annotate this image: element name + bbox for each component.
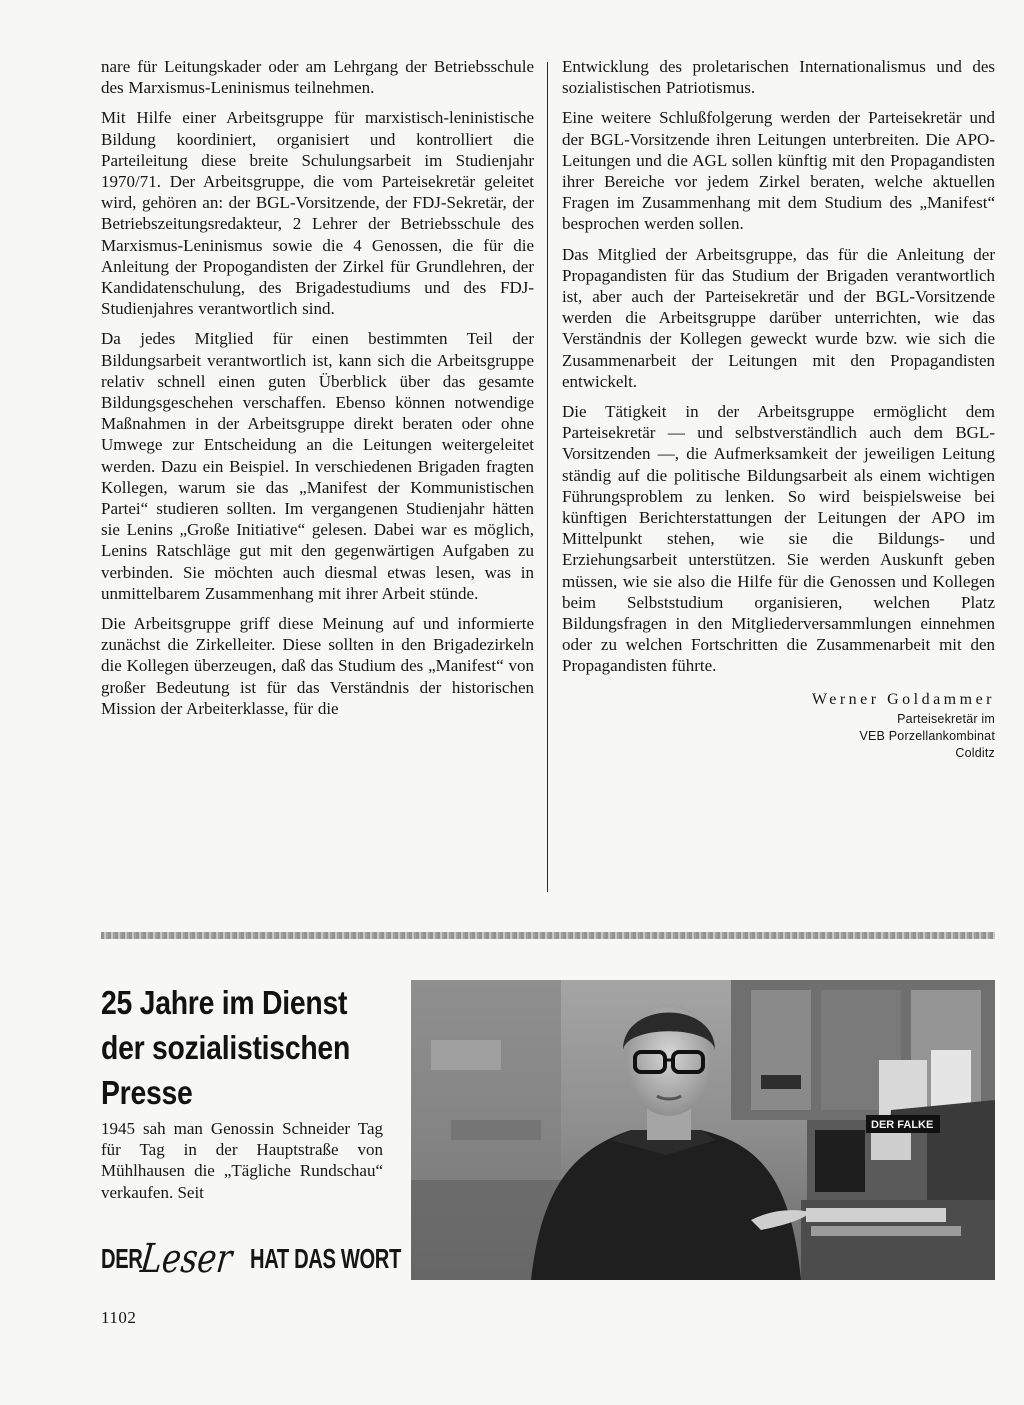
feature-intro: 1945 sah man Genossin Schneider Tag für Tag in der Hauptstraße von Mühlhausen die „Tägliche Rundschau“ verkaufen. Seit: [101, 1119, 383, 1202]
logo-word-hat-das-wort: HAT DAS WORT: [250, 1243, 402, 1274]
article-paragraph: Mit Hilfe einer Arbeitsgruppe für marxistisch-leninistische Bildung koordiniert, organisiert und kontrolliert die Parteileitung diese breite Schulungsarbeit im Studienjahr 1970/71. Der Arbeitsgruppe, die vom Parteisekretär geleitet wird, gehören an: der BGL-Vorsitzende, der FDJ-Sekretär, der Betriebszeitungsredakteur, 2 Lehrer der Betriebsschule des Marxismus-Leninismus sowie die 4 Genossen, die für die Anleitung der Propogandisten der Zirkel für Grundlehren, der Kandidatenschulung, des Brigadestudiums und des FDJ-Studienjahres verantwortlich sind.: [101, 108, 534, 319]
article-paragraph: Entwicklung des proletarischen Internationalismus und des sozialistischen Patriotismus.: [562, 57, 995, 98]
logo-word-der: DER: [101, 1243, 143, 1274]
article-paragraph: Die Tätigkeit in der Arbeitsgruppe ermöglicht dem Parteisekretär — und selbstverständlich auch dem BGL-Vorsitzenden —, die Aufmerksamkeit der jeweiligen Leitung ständig auf die politische Bildungsarbeit als einem wichtigen Führungsproblem zu lenken. So wird beispielsweise bei künftigen Berichterstattungen der Leitungen der APO im Mittelpunkt stehen, wie sie die Bildungs- und Erziehungsarbeit unterstützen. Sie werden Auskunft geben müssen, wie sie also die Hilfe für die Genossen und Kollegen beim Selbststudium organisieren, welchen Platz Bildungsfragen in den Mitgliederversammlungen einnehmen oder zu welchen Fortschritten die Zusammenarbeit mit den Propagandisten führte.: [562, 402, 995, 676]
page-number: 1102: [101, 1308, 137, 1327]
author-signature: [562, 689, 995, 762]
column-logo: [101, 1233, 402, 1285]
magazine-title: DER FALKE: [871, 1119, 934, 1131]
author-city: Colditz: [955, 745, 995, 760]
author-company: VEB Porzellankombinat: [859, 728, 995, 743]
article-paragraph: nare für Leitungskader oder am Lehrgang der Betriebsschule des Marxismus-Leninismus teilnehmen.: [101, 57, 534, 98]
article-paragraph: Da jedes Mitglied für einen bestimmten Teil der Bildungsarbeit verantwortlich ist, kann sich die Arbeitsgruppe relativ schnell einen guten Überblick über das gesamte Bildungsgeschehen verschaffen. Ebenso können notwendige Maßnahmen in der Arbeitsgruppe direkt beraten oder ohne Umwege zur Entscheidung an die Leitungen weitergeleitet werden. Dazu ein Beispiel. In verschiedenen Brigaden fragten Kollegen, warum sie das „Manifest der Kommunistischen Partei“ studieren sollten. Im vergangenen Studienjahr hätten sie Lenins „Große Initiative“ gelesen. Dabei war es möglich, Lenins Ratschläge gut mit den gegenwärtigen Aufgaben zu verbinden. Sie möchten auch diesmal etwas lesen, was in unmittelbarem Zusammenhang mit ihrer Arbeit stünde.: [101, 329, 534, 603]
article-paragraph: Das Mitglied der Arbeitsgruppe, das für die Anleitung der Propagandisten für das Studium der Brigaden verantwortlich ist, aber auch der Parteisekretär und der BGL-Vorsitzende werden die Arbeitsgruppe darüber unterrichten, wie das Verständnis der Kollegen geweckt wurde bzw. wie sich die Zusammenarbeit der Leitungen mit den Propagandisten entwickelt.: [562, 244, 995, 391]
article-right-column: [562, 56, 995, 762]
author-name: Werner Goldammer: [811, 690, 995, 708]
article-paragraph: Eine weitere Schlußfolgerung werden der Parteisekretär und der BGL-Vorsitzende ihren Leitungen unterbreiten. Die APO-Leitungen und die AGL sollen künftig mit den Propagandisten ihrer Bereiche vor jedem Zirkel beraten, welche aktuellen Fragen im Zusammenhang mit dem Studium des „Manifest“ besprochen werden sollen.: [562, 108, 995, 234]
logo-word-leser: Leser: [138, 1236, 235, 1282]
author-title: Parteisekretär im: [897, 711, 995, 726]
article-paragraph: Die Arbeitsgruppe griff diese Meinung auf und informierte zunächst die Zirkelleiter. Diese sollten in den Brigadezirkeln die Kollegen überzeugen, daß das Studium des „Manifest“ von großer Bedeutung ist für das Verständnis der historischen Mission der Arbeiterklasse, für die: [101, 614, 534, 718]
article-left-column: [101, 56, 534, 728]
column-rule: [547, 62, 548, 892]
section-divider: [101, 932, 995, 939]
feature-headline: 25 Jahre im Dienst der sozialistischen Presse: [101, 984, 351, 1111]
photo-woman-newspaper-stand-icon: [411, 980, 995, 1280]
